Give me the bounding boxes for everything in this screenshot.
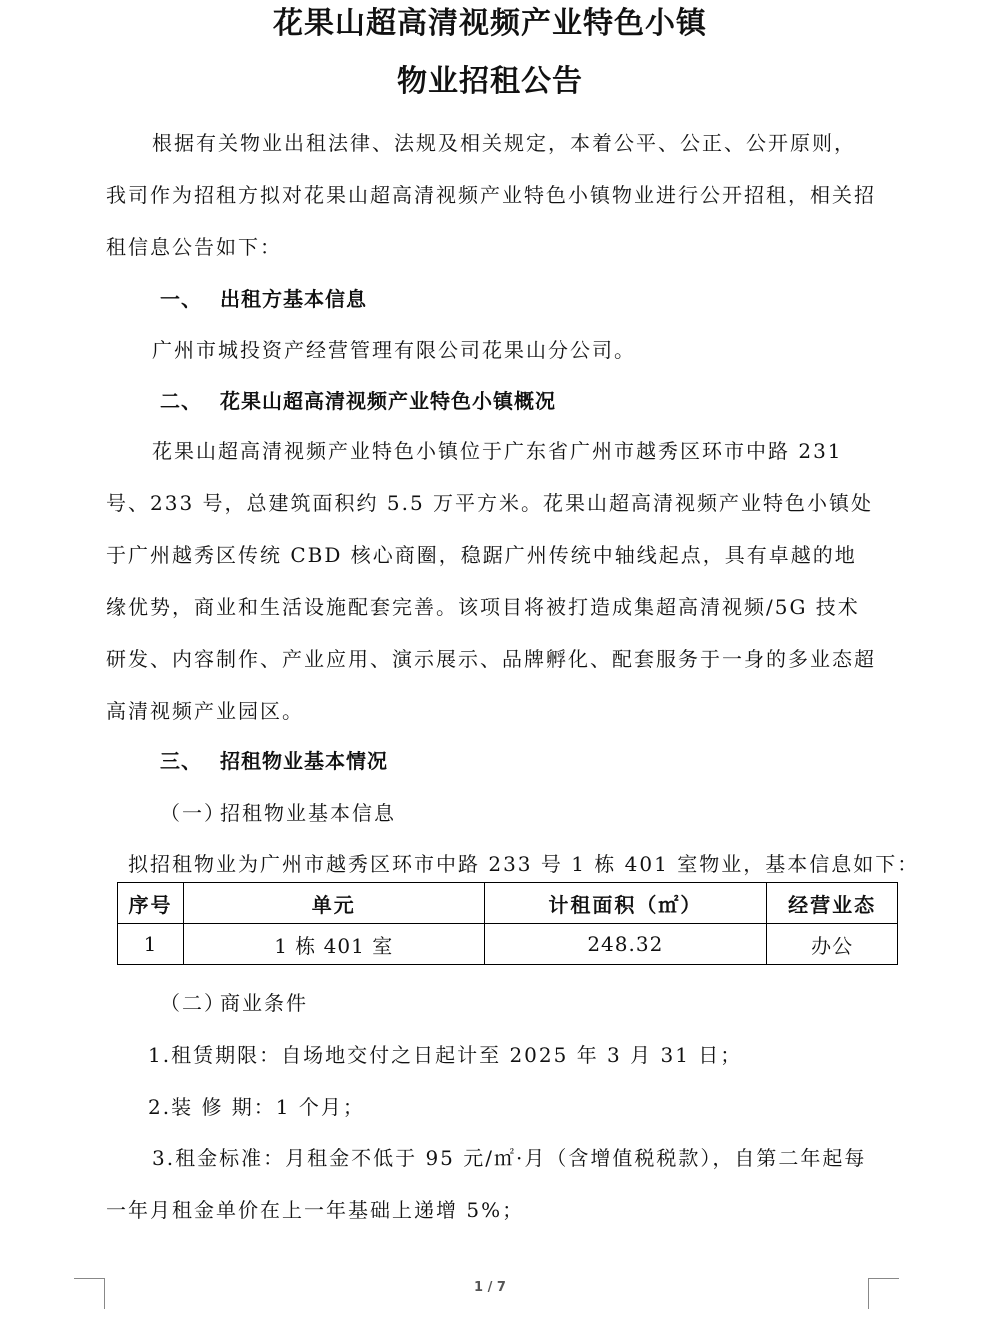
term-item-rent: 3.租金标准：月租金不低于 95 元/㎡·月（含增值税税款），自第二年起每一年月租金单价在上一年基础上递增 5%； [106, 1146, 867, 1222]
section-3-heading [160, 746, 388, 776]
table-intro: 拟招租物业为广州市越秀区环市中路 233 号 1 栋 401 室物业，基本信息如下： [128, 852, 920, 876]
section-3-number: 三、 [160, 749, 202, 773]
table-cell: 1 [118, 924, 184, 965]
table-row [118, 924, 898, 965]
subsection-2-title: 商业条件 [220, 991, 308, 1015]
term-item: 2.装 修 期：1 个月； [148, 1095, 365, 1119]
subsection-1-title: 招租物业基本信息 [220, 801, 396, 825]
section-1-title: 出租方基本信息 [220, 287, 367, 311]
section-3-title: 招租物业基本情况 [220, 749, 388, 773]
subsection-1-number: （一） [160, 801, 226, 825]
table-cell: 248.32 [484, 924, 767, 965]
term-item: 1.租赁期限：自场地交付之日起计至 2025 年 3 月 31 日； [148, 1043, 743, 1067]
section-2-number: 二、 [160, 389, 202, 413]
table-header-cell: 序号 [118, 883, 184, 924]
table-header-cell: 经营业态 [767, 883, 898, 924]
table-header-cell: 单元 [183, 883, 484, 924]
subsection-2-heading [160, 988, 308, 1018]
table-cell: 1 栋 401 室 [183, 924, 484, 965]
table-cell: 办公 [767, 924, 898, 965]
title-line-2: 物业招租公告 [397, 64, 583, 99]
section-2-body: 花果山超高清视频产业特色小镇位于广东省广州市越秀区环市中路 231 号、233 号，总建筑面积约 5.5 万平方米。花果山超高清视频产业特色小镇处于广州越秀区传统 CBD 核心商圈，稳踞广州传统中轴线起点，具有卓越的地缘优势，商业和生活设施配套完善。该项目将被打造成集超高清视频/5G 技术研发、内容制作、产业应用、演示展示、品牌孵化、配套服务于一身的多业态超高清视频产业园区。 [106, 439, 876, 723]
title-line-1: 花果山超高清视频产业特色小镇 [273, 6, 707, 41]
page-number: 1 / 7 [474, 1280, 506, 1295]
section-1-body: 广州市城投资产经营管理有限公司花果山分公司。 [152, 338, 636, 362]
section-1-heading [160, 284, 367, 314]
section-1-number: 一、 [160, 287, 202, 311]
subsection-2-number: （二） [160, 991, 226, 1015]
subsection-1-heading [160, 798, 396, 828]
section-2-heading [160, 386, 556, 416]
table-header-row [118, 883, 898, 924]
table-header-cell: 计租面积（㎡） [484, 883, 767, 924]
section-2-title: 花果山超高清视频产业特色小镇概况 [220, 389, 556, 413]
property-table [117, 882, 898, 965]
intro-paragraph: 根据有关物业出租法律、法规及相关规定，本着公平、公正、公开原则，我司作为招租方拟对花果山超高清视频产业特色小镇物业进行公开招租，相关招租信息公告如下： [106, 131, 876, 259]
